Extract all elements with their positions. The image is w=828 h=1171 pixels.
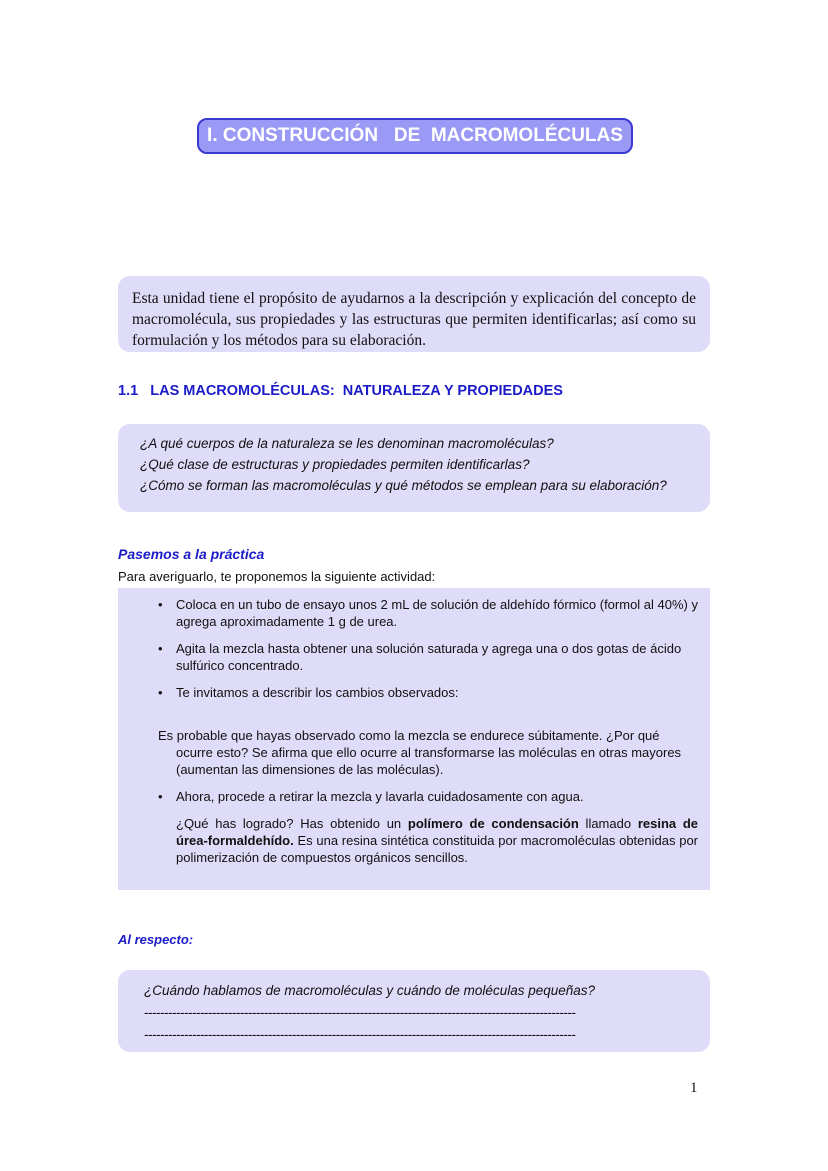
page-number: 1 xyxy=(690,1080,698,1096)
final-question: ¿Cuándo hablamos de macromoléculas y cuándo de moléculas pequeñas? xyxy=(144,983,596,998)
question: ¿Qué clase de estructuras y propiedades permiten identificarlas? xyxy=(140,457,530,472)
answer-line[interactable]: ------------------------------------------------------------------------------------------------------------ xyxy=(144,1005,576,1020)
respecto-heading: Al respecto: xyxy=(118,932,194,947)
step-item: • Agita la mezcla hasta obtener una solución saturada y agrega una o dos gotas de ácido sulfúrico concentrado. xyxy=(158,640,698,674)
chapter-title: I. CONSTRUCCIÓN DE MACROMOLÉCULAS xyxy=(197,118,633,154)
explanation: Es probable que hayas observado como la mezcla se endurece súbitamente. ¿Por qué ocurre esto? Se afirma que ello ocurre al transformarse las moléculas en otras mayores (aumentan las dimensiones de las moléculas). xyxy=(158,728,682,777)
section-heading: 1.1 LAS MACROMOLÉCULAS: NATURALEZA Y PROPIEDADES xyxy=(118,383,563,399)
practice-intro: Para averiguarlo, te proponemos la siguiente actividad: xyxy=(118,569,436,584)
practice-heading: Pasemos a la práctica xyxy=(118,546,265,562)
step-item: • Te invitamos a describir los cambios observados: xyxy=(158,684,698,701)
conclusion-text: ¿Qué has logrado? Has obtenido un xyxy=(176,816,408,831)
step-item: • Coloca en un tubo de ensayo unos 2 mL de solución de aldehído fórmico (formol al 40%) y agrega aproximadamente 1 g de urea. xyxy=(158,596,698,630)
final-question-box xyxy=(118,970,710,1052)
step-item: • Ahora, procede a retirar la mezcla y lavarla cuidadosamente con agua. xyxy=(158,788,698,805)
question: ¿Cómo se forman las macromoléculas y qué métodos se emplean para su elaboración? xyxy=(140,478,667,493)
term-bold: resina de úrea-formaldehído. xyxy=(176,816,699,848)
conclusion-text: Es una resina sintética constituida por macromoléculas obtenidas por polimerización de compuestos orgánicos sencillos. xyxy=(176,833,698,865)
answer-line[interactable]: ------------------------------------------------------------------------------------------------------------ xyxy=(144,1027,576,1042)
question: ¿A qué cuerpos de la naturaleza se les denominan macromoléculas? xyxy=(140,436,554,451)
conclusion xyxy=(158,815,698,866)
intro-box: Esta unidad tiene el propósito de ayudarnos a la descripción y explicación del concepto de macromolécula, sus propiedades y las estructuras que permiten identificarlas; así como su formulación y los métodos para su elaboración. xyxy=(118,276,710,352)
questions-box xyxy=(118,424,710,512)
term-bold: polímero de condensación xyxy=(407,816,579,831)
activity-box xyxy=(118,588,710,890)
conclusion-text: llamado xyxy=(578,816,638,831)
